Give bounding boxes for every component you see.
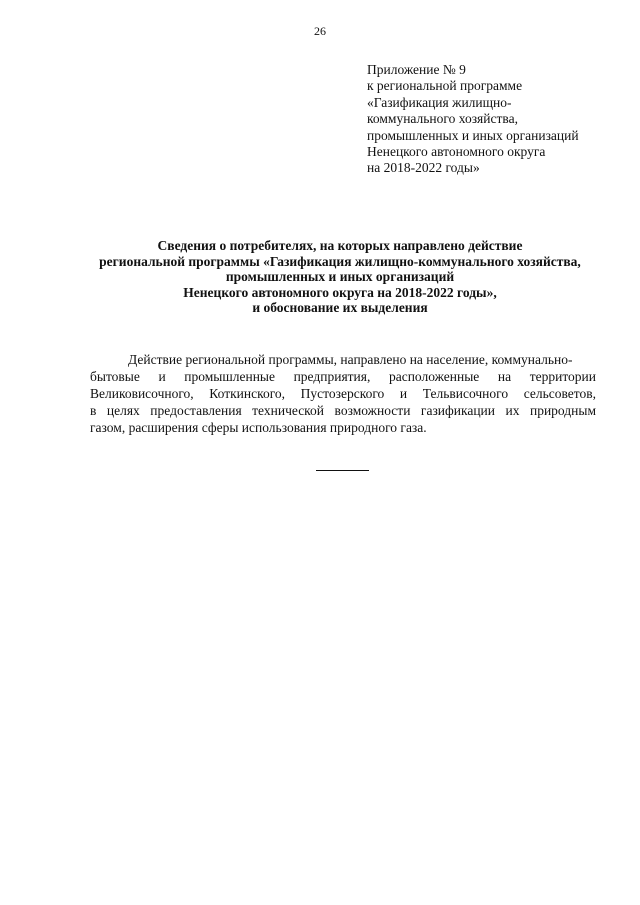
title-line: Сведения о потребителях, на которых направлено действие [157, 238, 523, 253]
appendix-line: к региональной программе [367, 78, 523, 94]
appendix-line: коммунального хозяйства, [367, 111, 518, 127]
appendix-line: Приложение № 9 [367, 62, 466, 77]
title-line: промышленных и иных организаций [225, 269, 455, 285]
appendix-line: промышленных и иных организаций [367, 127, 579, 143]
appendix-header [367, 62, 627, 177]
appendix-line: Ненецкого автономного округа [367, 144, 546, 160]
body-line: газом, расширения сферы использования природного газа. [90, 420, 427, 435]
body-line: в целях предоставления технической возможности газификации их природным [90, 403, 596, 418]
appendix-line: «Газификация жилищно- [367, 94, 512, 110]
end-divider [316, 470, 369, 471]
body-line: бытовые и промышленные предприятия, расположенные на территории [90, 369, 596, 384]
appendix-line: на 2018-2022 годы» [367, 160, 480, 176]
body-line: Действие региональной программы, направлено на население, коммунально- [128, 352, 573, 367]
title-line: региональной программы «Газификация жилищно-коммунального хозяйства, [99, 253, 581, 269]
page-number: 26 [314, 24, 326, 38]
body-line: Великовисочного, Коткинского, Пустозерского и Тельвисочного сельсоветов, [90, 386, 596, 401]
body-paragraph [90, 351, 596, 436]
title-line: и обоснование их выделения [252, 300, 428, 316]
document-title [40, 238, 640, 316]
title-line: Ненецкого автономного округа на 2018-2022 годы», [183, 284, 497, 300]
